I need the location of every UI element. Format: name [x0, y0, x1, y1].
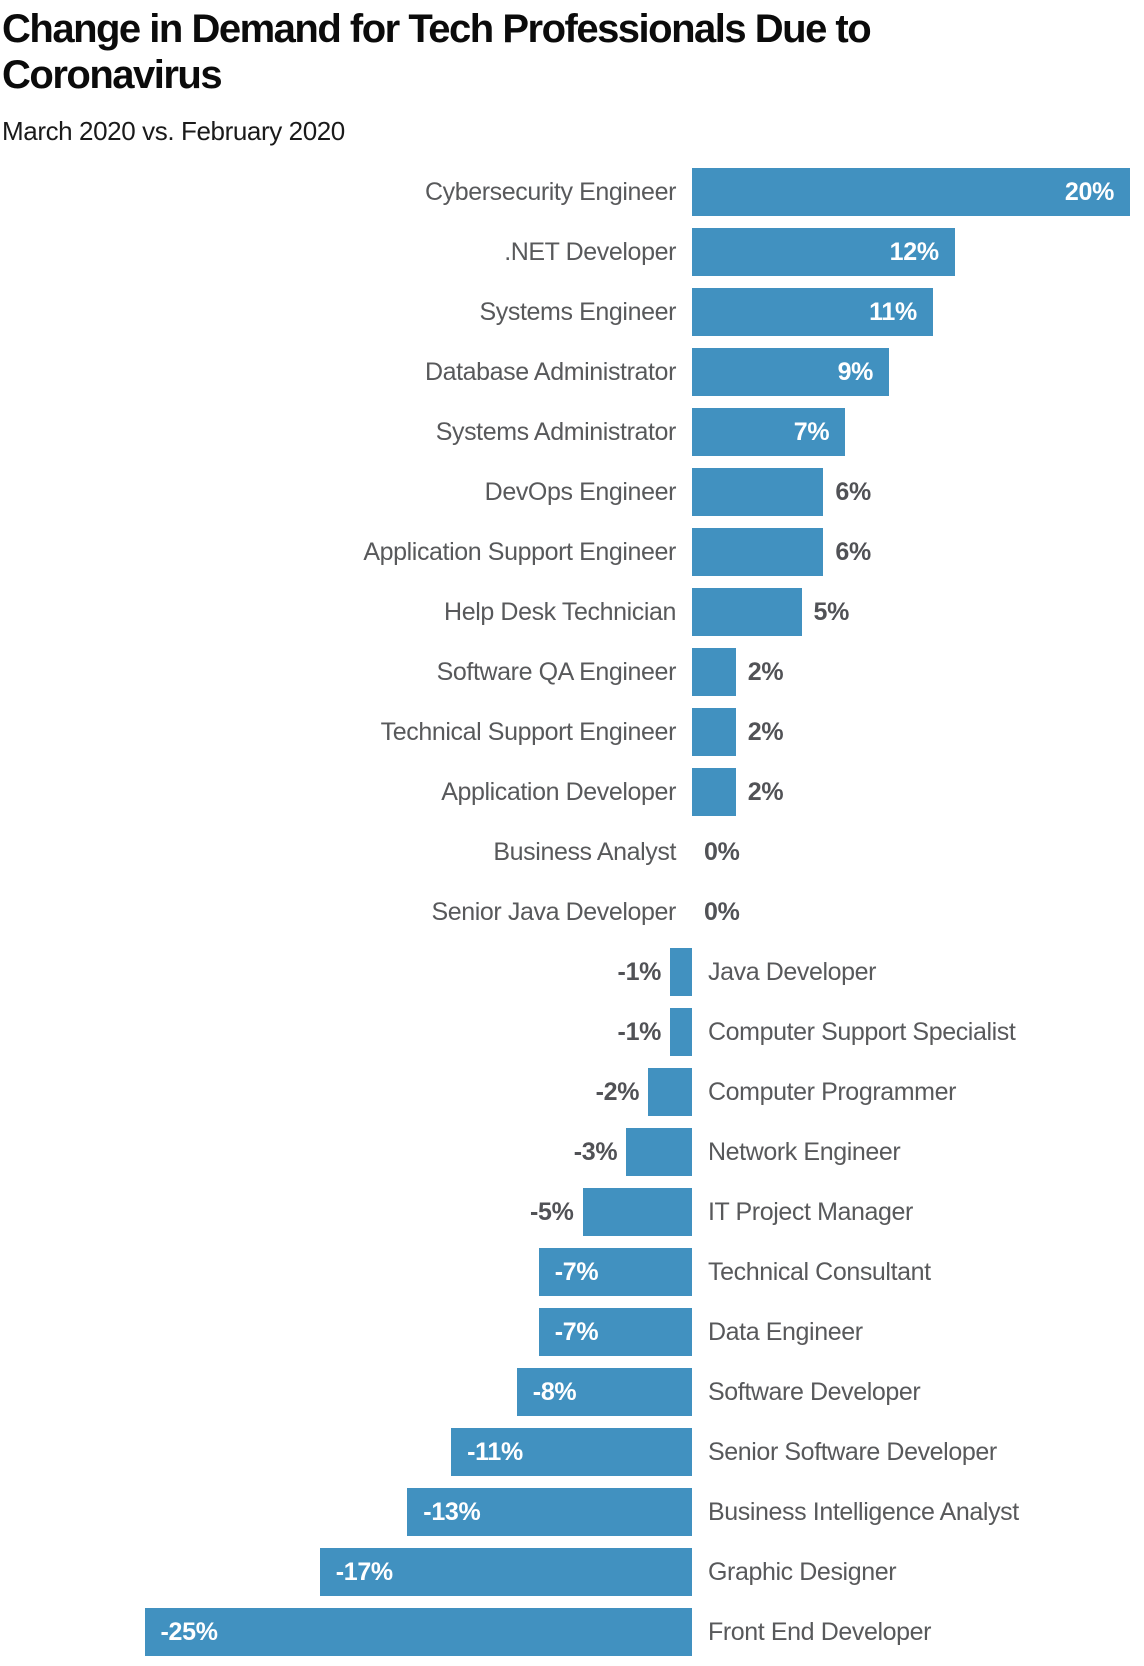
value-label: -25% [160, 1618, 218, 1646]
category-label: Application Support Engineer [363, 538, 676, 566]
bar [692, 768, 736, 816]
value-label: -7% [554, 1318, 599, 1346]
bar [692, 708, 736, 756]
chart-row [0, 162, 1144, 222]
category-label: Network Engineer [708, 1138, 901, 1166]
category-label: IT Project Manager [708, 1198, 913, 1226]
chart-row [0, 1182, 1144, 1242]
category-label: Java Developer [708, 958, 877, 986]
value-label: 12% [889, 238, 939, 266]
value-label: -7% [554, 1258, 599, 1286]
value-label: 2% [747, 778, 784, 806]
category-label: Computer Programmer [708, 1078, 957, 1106]
bar [692, 588, 802, 636]
category-label: Software QA Engineer [436, 658, 676, 686]
bar [692, 468, 823, 516]
chart-row [0, 762, 1144, 822]
chart-row [0, 882, 1144, 942]
bar [692, 528, 823, 576]
bar [692, 648, 736, 696]
chart-row [0, 1302, 1144, 1362]
bar [670, 1008, 692, 1056]
bar [145, 1608, 693, 1656]
category-label: Cybersecurity Engineer [424, 178, 676, 206]
bar [648, 1068, 692, 1116]
category-label: Front End Developer [708, 1618, 932, 1646]
value-label: -2% [595, 1078, 640, 1106]
chart-row [0, 642, 1144, 702]
value-label: -5% [529, 1198, 574, 1226]
bar [626, 1128, 692, 1176]
category-label: Software Developer [708, 1378, 921, 1406]
category-label: Help Desk Technician [444, 598, 676, 626]
value-label: -1% [617, 1018, 662, 1046]
value-label: 6% [835, 538, 871, 566]
value-label: -17% [335, 1558, 393, 1586]
value-label: -13% [423, 1498, 481, 1526]
chart-row [0, 222, 1144, 282]
value-label: 0% [704, 898, 740, 926]
value-label: 5% [813, 598, 850, 626]
chart-title: Change in Demand for Tech Professionals Due to Coronavirus [2, 7, 871, 97]
value-label: 2% [747, 718, 784, 746]
category-label: Systems Administrator [435, 418, 676, 446]
category-label: Data Engineer [708, 1318, 863, 1346]
value-label: -8% [532, 1378, 577, 1406]
bar [670, 948, 692, 996]
value-label: 6% [835, 478, 871, 506]
category-label: .NET Developer [504, 238, 676, 266]
chart-row [0, 402, 1144, 462]
chart-row [0, 702, 1144, 762]
value-label: 7% [793, 418, 830, 446]
value-label: -11% [467, 1438, 523, 1466]
chart-row [0, 1542, 1144, 1602]
category-label: Graphic Designer [708, 1558, 897, 1586]
category-label: Business Analyst [493, 838, 676, 866]
chart-row [0, 1602, 1144, 1662]
chart-row [0, 1062, 1144, 1122]
category-label: Business Intelligence Analyst [708, 1498, 1019, 1526]
chart-row [0, 1002, 1144, 1062]
category-label: Database Administrator [424, 358, 676, 386]
chart-row [0, 342, 1144, 402]
category-label: Systems Engineer [479, 298, 676, 326]
category-label: Computer Support Specialist [708, 1018, 1016, 1046]
category-label: DevOps Engineer [484, 478, 676, 506]
value-label: 9% [837, 358, 874, 386]
category-label: Senior Java Developer [431, 898, 676, 926]
value-label: 11% [869, 298, 917, 326]
category-label: Technical Consultant [708, 1258, 931, 1286]
chart-row [0, 1242, 1144, 1302]
bar [583, 1188, 693, 1236]
chart-subtitle: March 2020 vs. February 2020 [2, 116, 345, 146]
chart-row [0, 1482, 1144, 1542]
value-label: -3% [573, 1138, 618, 1166]
chart-row [0, 942, 1144, 1002]
chart-row [0, 1122, 1144, 1182]
chart-row [0, 1422, 1144, 1482]
category-label: Senior Software Developer [708, 1438, 997, 1466]
chart-row [0, 582, 1144, 642]
value-label: 20% [1064, 178, 1114, 206]
value-label: -1% [617, 958, 662, 986]
value-label: 2% [747, 658, 784, 686]
chart-row [0, 822, 1144, 882]
chart-row [0, 462, 1144, 522]
category-label: Application Developer [441, 778, 676, 806]
category-label: Technical Support Engineer [380, 718, 676, 746]
chart-row [0, 1362, 1144, 1422]
value-label: 0% [704, 838, 740, 866]
chart-row [0, 522, 1144, 582]
bar-chart [0, 162, 1144, 1662]
chart-row [0, 282, 1144, 342]
